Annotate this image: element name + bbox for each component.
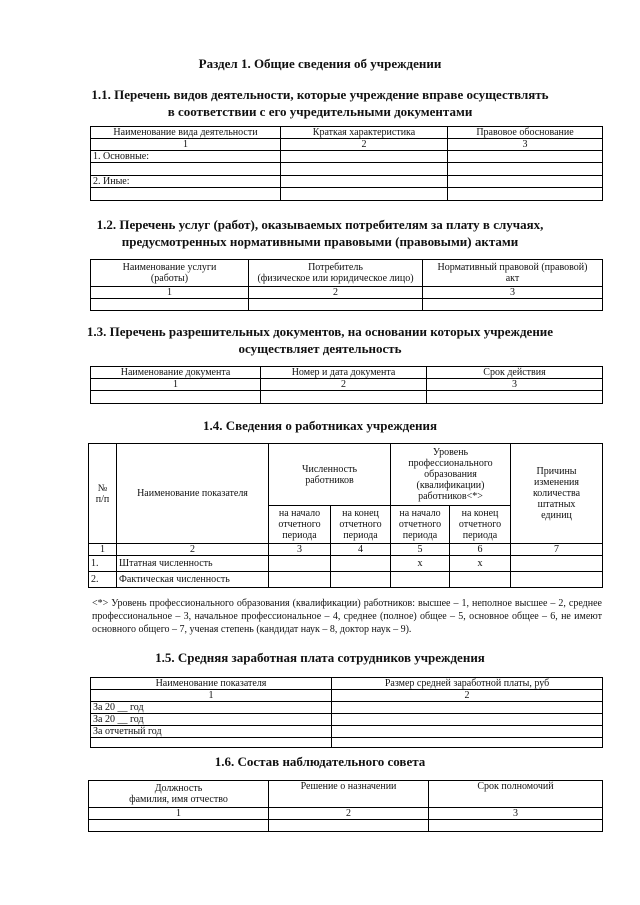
header-text: образования xyxy=(424,469,477,480)
row-name: Фактическая численность xyxy=(117,572,269,588)
num-cell: 1 xyxy=(89,808,269,820)
empty-cell xyxy=(281,176,448,188)
empty-cell xyxy=(331,572,391,588)
subheader-cell xyxy=(391,506,450,544)
header-cell: Краткая характеристика xyxy=(281,127,448,139)
empty-cell xyxy=(91,738,332,748)
num-cell: 3 xyxy=(448,139,603,151)
header-text: Причины xyxy=(536,466,577,477)
empty-cell xyxy=(261,391,427,404)
empty-cell xyxy=(448,176,603,188)
header-text: (квалификации) xyxy=(416,480,485,491)
header-cell xyxy=(89,444,117,544)
row-label: За 20 __ год xyxy=(91,702,332,714)
num-cell: 6 xyxy=(450,544,511,556)
header-text: отчетного xyxy=(398,519,442,530)
value-cell xyxy=(391,572,450,588)
header-text: изменения xyxy=(533,477,580,488)
s14-title: 1.4. Сведения о работниках учреждения xyxy=(202,418,438,433)
board-table xyxy=(88,780,603,832)
header-text: Уровень xyxy=(432,447,469,458)
s11-title-line2: в соответствии с его учредительными документами xyxy=(167,104,473,119)
value-cell xyxy=(450,572,511,588)
header-text: периода xyxy=(462,530,498,541)
header-cell: Наименование вида деятельности xyxy=(91,127,281,139)
empty-cell xyxy=(511,572,603,588)
num-cell: 1 xyxy=(91,287,249,299)
header-cell xyxy=(391,444,511,506)
empty-cell xyxy=(249,299,423,311)
s12-title-line2: предусмотренных нормативными правовыми (правовыми) актами xyxy=(121,234,519,249)
staff-table xyxy=(88,443,603,588)
num-cell: 3 xyxy=(427,379,603,391)
empty-cell xyxy=(423,299,603,311)
header-text: штатных xyxy=(537,499,576,510)
subheader-cell xyxy=(269,506,331,544)
header-text: профессионального xyxy=(408,458,493,469)
num-cell: 2 xyxy=(117,544,269,556)
header-text: на начало xyxy=(278,508,321,519)
empty-cell xyxy=(269,572,331,588)
footnote: <*> Уровень профессионального образования (квалификации) работников: высшее – 1, неполное высшее – 2, среднее профессиональное – 3, начальное профессиональное – 4, среднее (полное) общее – 5, основное общее – 6, не имеют основного общего – 7, ученая степень (кандидат наук – 8, доктор наук – 9). xyxy=(92,598,602,635)
num-cell: 5 xyxy=(391,544,450,556)
header-cell: Срок полномочий xyxy=(429,781,603,808)
empty-cell xyxy=(269,556,331,572)
s13-title-line2: осуществляет деятельность xyxy=(238,341,402,356)
header-cell: Наименование показателя xyxy=(117,444,269,544)
header-cell: Правовое обоснование xyxy=(448,127,603,139)
header-text: на конец xyxy=(461,508,499,519)
header-cell xyxy=(269,444,391,506)
row-name: Штатная численность xyxy=(117,556,269,572)
empty-cell xyxy=(91,163,281,176)
row-label: За 20 __ год xyxy=(91,714,332,726)
header-text: на начало xyxy=(399,508,441,519)
empty-cell xyxy=(331,556,391,572)
header-text: работников<*> xyxy=(418,491,483,502)
header-text: периода xyxy=(402,530,438,541)
header-cell: Номер и дата документа xyxy=(261,367,427,379)
num-cell: 3 xyxy=(269,544,331,556)
num-cell: 2 xyxy=(249,287,423,299)
num-cell: 1 xyxy=(91,139,281,151)
empty-cell xyxy=(448,163,603,176)
header-cell: Наименование документа xyxy=(91,367,261,379)
table-row xyxy=(89,572,603,588)
header-text: количества xyxy=(532,488,581,499)
header-text: (физическое или юридическое лицо) xyxy=(257,273,414,284)
s11-title-line1: 1.1. Перечень видов деятельности, которые учреждение вправе осуществлять xyxy=(91,87,549,102)
header-text: (работы) xyxy=(150,273,189,284)
num-cell: 2 xyxy=(332,690,603,702)
num-cell: 1 xyxy=(91,379,261,391)
subheader-cell xyxy=(331,506,391,544)
num-cell: 3 xyxy=(429,808,603,820)
header-text: фамилия, имя отчество xyxy=(129,794,228,805)
subheader-cell xyxy=(450,506,511,544)
header-text: Наименование услуги xyxy=(122,262,217,273)
header-text: № xyxy=(97,482,108,494)
row-num: 1. xyxy=(89,556,117,572)
header-cell: Решение о назначении xyxy=(269,781,429,808)
header-text: Численность xyxy=(301,463,358,475)
empty-cell xyxy=(91,391,261,404)
empty-cell xyxy=(429,820,603,832)
section-title: Раздел 1. Общие сведения об учреждении xyxy=(198,56,442,71)
value-cell: х xyxy=(450,556,511,572)
header-cell: Срок действия xyxy=(427,367,603,379)
header-text: периода xyxy=(282,530,317,541)
empty-cell xyxy=(91,188,281,201)
empty-cell xyxy=(332,702,603,714)
header-cell xyxy=(511,444,603,544)
empty-cell xyxy=(332,738,603,748)
header-text: на конец xyxy=(342,508,379,519)
empty-cell xyxy=(511,556,603,572)
header-text: отчетного xyxy=(458,519,502,530)
header-cell xyxy=(249,260,423,287)
empty-cell xyxy=(427,391,603,404)
s13-title-line1: 1.3. Перечень разрешительных документов, на основании которых учреждение xyxy=(86,324,554,339)
s15-title: 1.5. Средняя заработная плата сотрудников учреждения xyxy=(155,650,485,665)
s16-title: 1.6. Состав наблюдательного совета xyxy=(214,754,426,769)
header-text: п/п xyxy=(95,493,110,505)
services-table xyxy=(90,259,603,311)
empty-cell xyxy=(448,188,603,201)
row-label: 2. Иные: xyxy=(91,176,281,188)
s12-title-line1: 1.2. Перечень услуг (работ), оказываемых потребителям за плату в случаях, xyxy=(96,217,544,232)
header-text: Нормативный правовой (правовой) xyxy=(437,262,588,273)
empty-cell xyxy=(448,151,603,163)
table-row xyxy=(89,556,603,572)
header-text: работников xyxy=(305,474,354,486)
empty-cell xyxy=(332,714,603,726)
num-cell: 7 xyxy=(511,544,603,556)
header-text: периода xyxy=(343,530,378,541)
row-label: 1. Основные: xyxy=(91,151,281,163)
header-cell xyxy=(91,260,249,287)
num-cell: 1 xyxy=(89,544,117,556)
header-text: отчетного xyxy=(278,519,321,530)
num-cell: 2 xyxy=(281,139,448,151)
header-text: единиц xyxy=(541,510,572,521)
empty-cell xyxy=(281,151,448,163)
empty-cell xyxy=(332,726,603,738)
empty-cell xyxy=(269,820,429,832)
num-cell: 1 xyxy=(91,690,332,702)
num-cell: 3 xyxy=(423,287,603,299)
num-cell: 2 xyxy=(269,808,429,820)
row-label: За отчетный год xyxy=(91,726,332,738)
empty-cell xyxy=(91,299,249,311)
header-cell xyxy=(89,781,269,808)
num-cell: 2 xyxy=(261,379,427,391)
header-text: Потребитель xyxy=(308,262,363,273)
header-text: отчетного xyxy=(339,519,382,530)
row-num: 2. xyxy=(89,572,117,588)
header-cell: Размер средней заработной платы, руб xyxy=(332,678,603,690)
empty-cell xyxy=(89,820,269,832)
header-cell: Наименование показателя xyxy=(91,678,332,690)
empty-cell xyxy=(281,163,448,176)
value-cell: х xyxy=(391,556,450,572)
num-cell: 4 xyxy=(331,544,391,556)
salary-table xyxy=(90,677,603,748)
empty-cell xyxy=(281,188,448,201)
activities-table xyxy=(90,126,603,201)
header-cell xyxy=(423,260,603,287)
header-text: Должность xyxy=(154,783,203,794)
header-text: акт xyxy=(505,273,520,284)
permits-table xyxy=(90,366,603,404)
